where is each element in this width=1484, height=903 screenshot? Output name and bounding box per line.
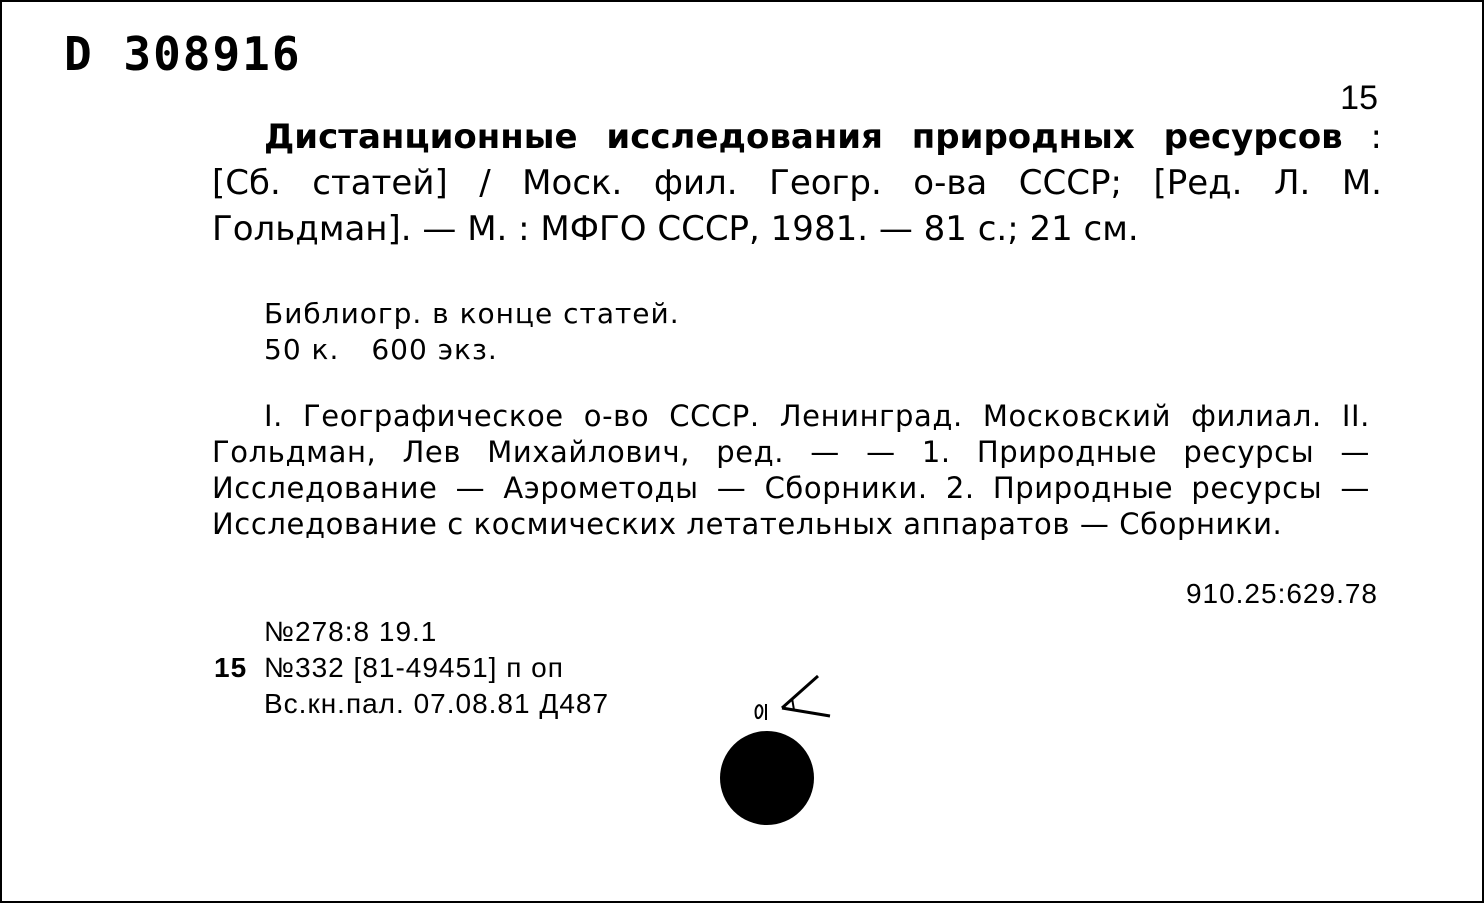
price-copies-line: [264, 332, 680, 368]
service-line-3: [214, 686, 609, 722]
service-text-1: №278:8 19.1: [264, 616, 438, 647]
page-number: 15: [1340, 79, 1378, 117]
description-block: [212, 114, 1382, 252]
price-text: 50 к.: [264, 333, 340, 366]
service-text-2: №332 [81-49451] п оп: [264, 652, 564, 683]
handwritten-mark-icon: [748, 668, 838, 728]
bibliographic-description: [212, 114, 1382, 252]
subject-headings: I. Географическое о-во СССР. Ленинград. Московский филиал. II. Гольдман, Лев Михайлович, ред. — — 1. Природные ресурсы — Исследование — Аэрометоды — Сборники. 2. Природные ресурсы — Исследование с космических летательных аппаратов — Сборники.: [212, 399, 1370, 541]
udc-code: 910.25:629.78: [1185, 578, 1378, 609]
punch-hole: [720, 731, 814, 825]
notes-block: [264, 296, 680, 368]
service-text-3: Вс.кн.пал. 07.08.81 Д487: [264, 688, 610, 719]
inventory-number: D 308916: [64, 27, 302, 81]
service-line-2: [214, 650, 609, 686]
copies-text: 600 экз.: [371, 333, 498, 366]
imprint-text: : [Сб. статей] / Моск. фил. Геогр. о-ва СССР; [Ред. Л. М. Гольдман]. — М. : МФГО СССР, 1981. — 81 с.; 21 см.: [212, 117, 1382, 249]
book-title: Дистанционные исследования природных ресурсов: [264, 117, 1343, 157]
bibliography-note: Библиогр. в конце статей.: [264, 297, 680, 330]
service-lead-number: 15: [214, 652, 248, 683]
service-block: [214, 614, 609, 722]
service-line-1: [214, 614, 609, 650]
